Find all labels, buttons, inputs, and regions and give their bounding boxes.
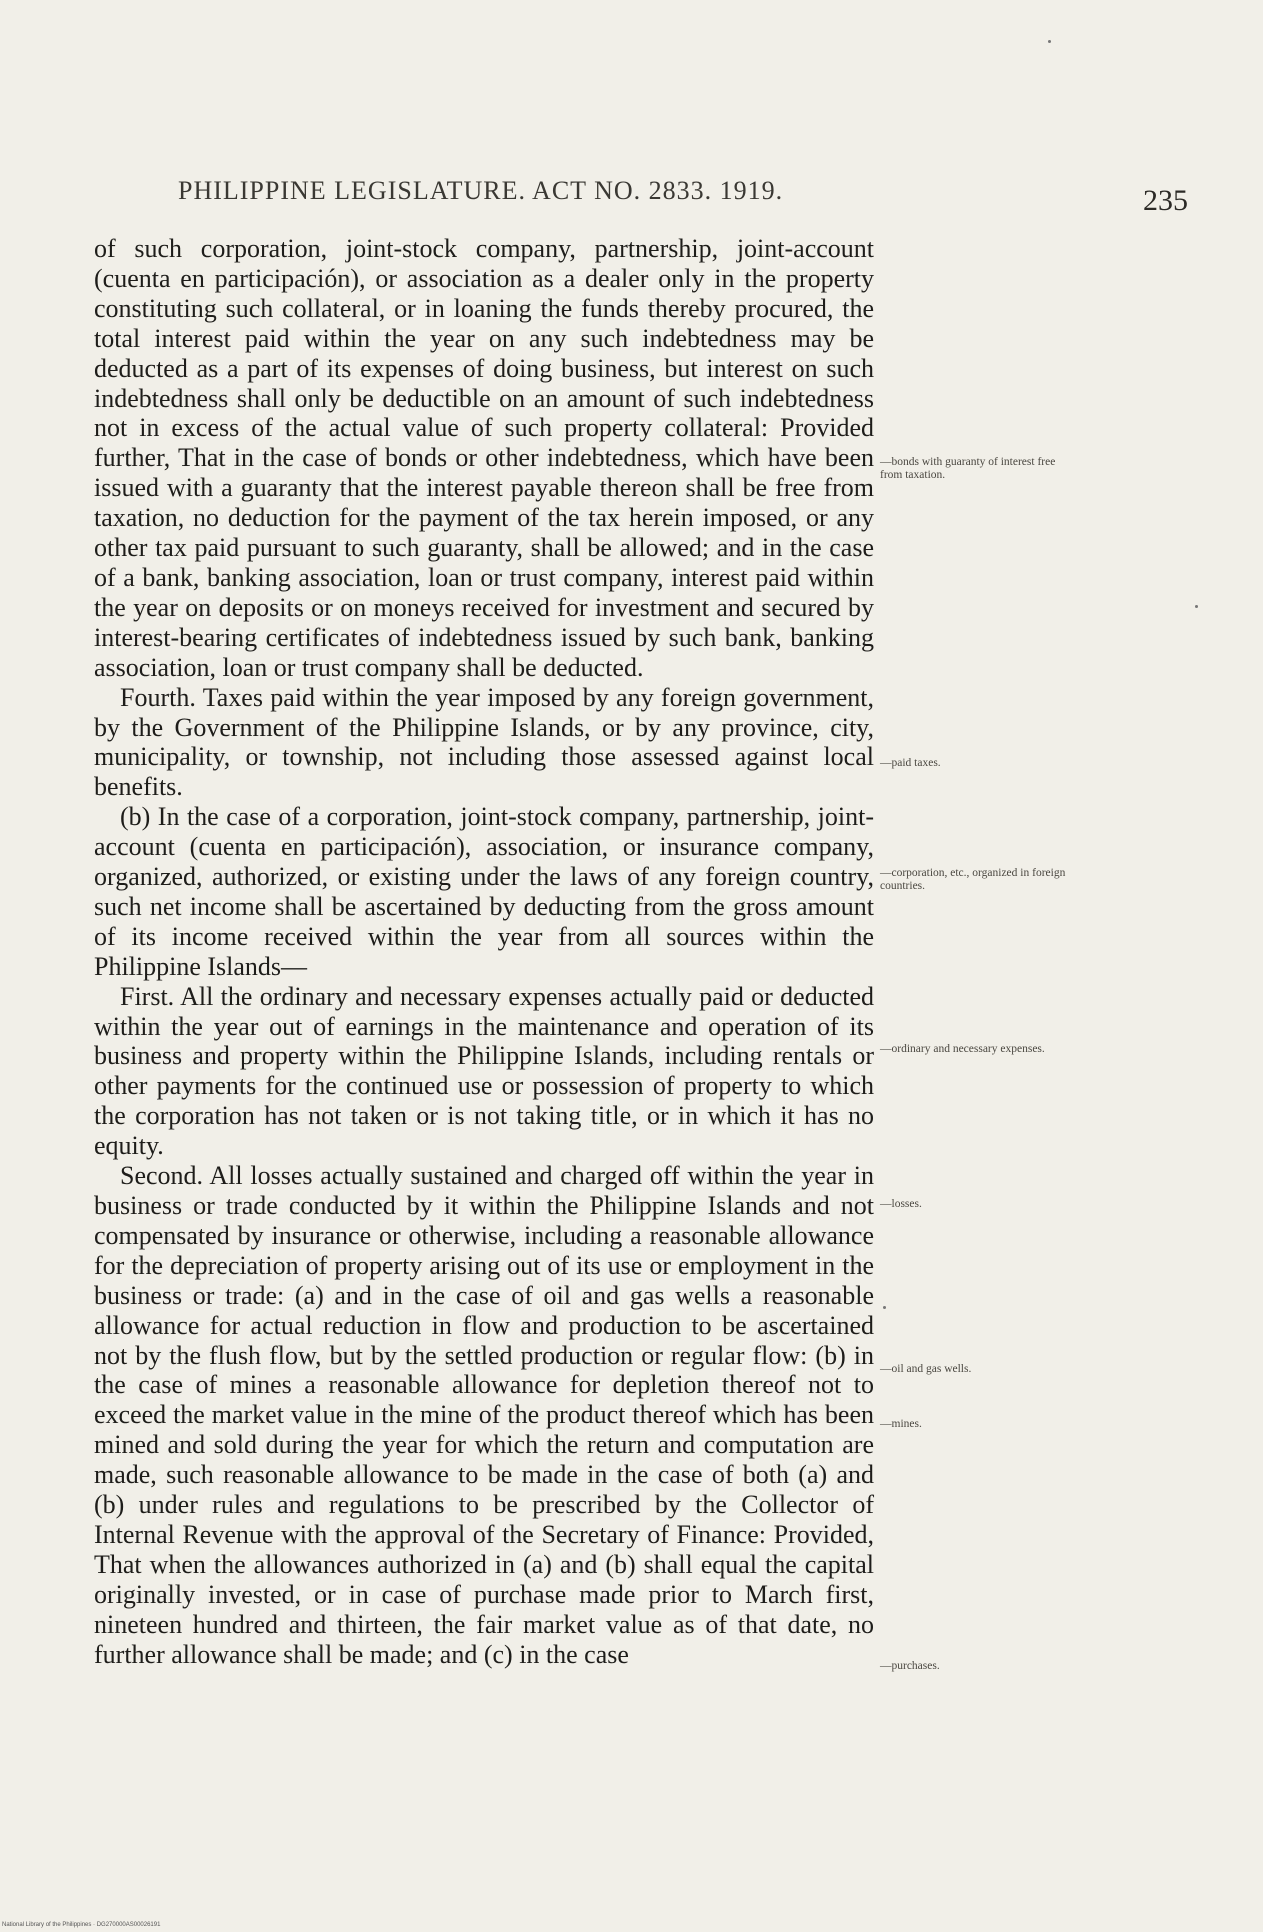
- margin-note-mines: —mines.: [880, 1418, 922, 1430]
- paragraph-fourth: Fourth. Taxes paid within the year imposed by any foreign government, by the Government of the Philippine Islands, or by any province, city, municipality, or township, not including those assessed against local benefits.: [94, 682, 874, 802]
- paragraph-b: (b) In the case of a corporation, joint-stock company, partnership, joint-account (cuenta en participación), association, or insurance company, organized, authorized, or existing under the laws of any foreign country, such net income shall be ascertained by deducting from the gross amount of its income received within the year from all sources within the Philippine Islands—: [94, 802, 874, 981]
- paragraph-continuation: of such corporation, joint-stock company, partnership, joint-account (cuenta en participación), or association as a dealer only in the property constituting such collateral, or in loaning the funds thereby procured, the total interest paid within the year on any such indebtedness may be deducted as a part of its expenses of doing business, but interest on such indebtedness shall only be deductible on an amount of such indebtedness not in excess of the actual value of such property collateral: Provided further, That in the case of bonds or other indebtedness, which have been issued with a guaranty that the interest payable thereon shall be free from taxation, no deduction for the payment of the tax herein imposed, or any other tax paid pursuant to such guaranty, shall be allowed; and in the case of a bank, banking association, loan or trust company, interest paid within the year on deposits or on moneys received for investment and secured by interest-bearing certificates of indebtedness issued by such bank, banking association, loan or trust company shall be deducted.: [94, 234, 874, 682]
- margin-note-ordinary-expenses: —ordinary and necessary expenses.: [880, 1043, 1045, 1055]
- scan-source-line: National Library of the Philippines · DG270000AS00026191: [2, 1922, 161, 1928]
- running-head: PHILIPPINE LEGISLATURE. ACT NO. 2833. 1919.: [178, 176, 784, 205]
- margin-note-paid-taxes: —paid taxes.: [880, 757, 941, 769]
- paragraph-second: Second. All losses actually sustained and charged off within the year in business or trade conducted by it within the Philippine Islands and not compensated by insurance or otherwise, including a reasonable allowance for the depreciation of property arising out of its use or employment in the business or trade: (a) and in the case of oil and gas wells a reasonable allowance for actual reduction in flow and production to be ascertained not by the flush flow, but by the settled production or regular flow: (b) in the case of mines a reasonable allowance for depletion thereof not to exceed the market value in the mine of the product thereof which has been mined and sold during the year for which the return and computation are made, such reasonable allowance to be made in the case of both (a) and (b) under rules and regulations to be prescribed by the Collector of Internal Revenue with the approval of the Secretary of Finance: Provided, That when the allowances authorized in (a) and (b) shall equal the capital originally invested, or in case of purchase made prior to March first, nineteen hundred and thirteen, the fair market value as of that date, no further allowance shall be made; and (c) in the case: [94, 1161, 874, 1669]
- page-number: 235: [1143, 184, 1188, 217]
- margin-note-oil-gas-wells: —oil and gas wells.: [880, 1363, 972, 1375]
- margin-note-losses: —losses.: [880, 1198, 922, 1210]
- speck-mark: [1195, 605, 1198, 608]
- paragraph-first: First. All the ordinary and necessary expenses actually paid or deducted within the year out of earnings in the maintenance and operation of its business and property within the Philippine Islands, including rentals or other payments for the continued use or possession of property to which the corporation has not taken or is not taking title, or in which it has no equity.: [94, 981, 874, 1161]
- speck-mark: [883, 1306, 886, 1309]
- margin-note-foreign-corporations: —corporation, etc., organized in foreign countries.: [880, 867, 1066, 892]
- speck-mark: [1048, 40, 1051, 43]
- margin-note-bonds: —bonds with guaranty of interest free from taxation.: [880, 456, 1056, 481]
- margin-note-purchases: —purchases.: [880, 1660, 940, 1672]
- body-text: [94, 234, 874, 1670]
